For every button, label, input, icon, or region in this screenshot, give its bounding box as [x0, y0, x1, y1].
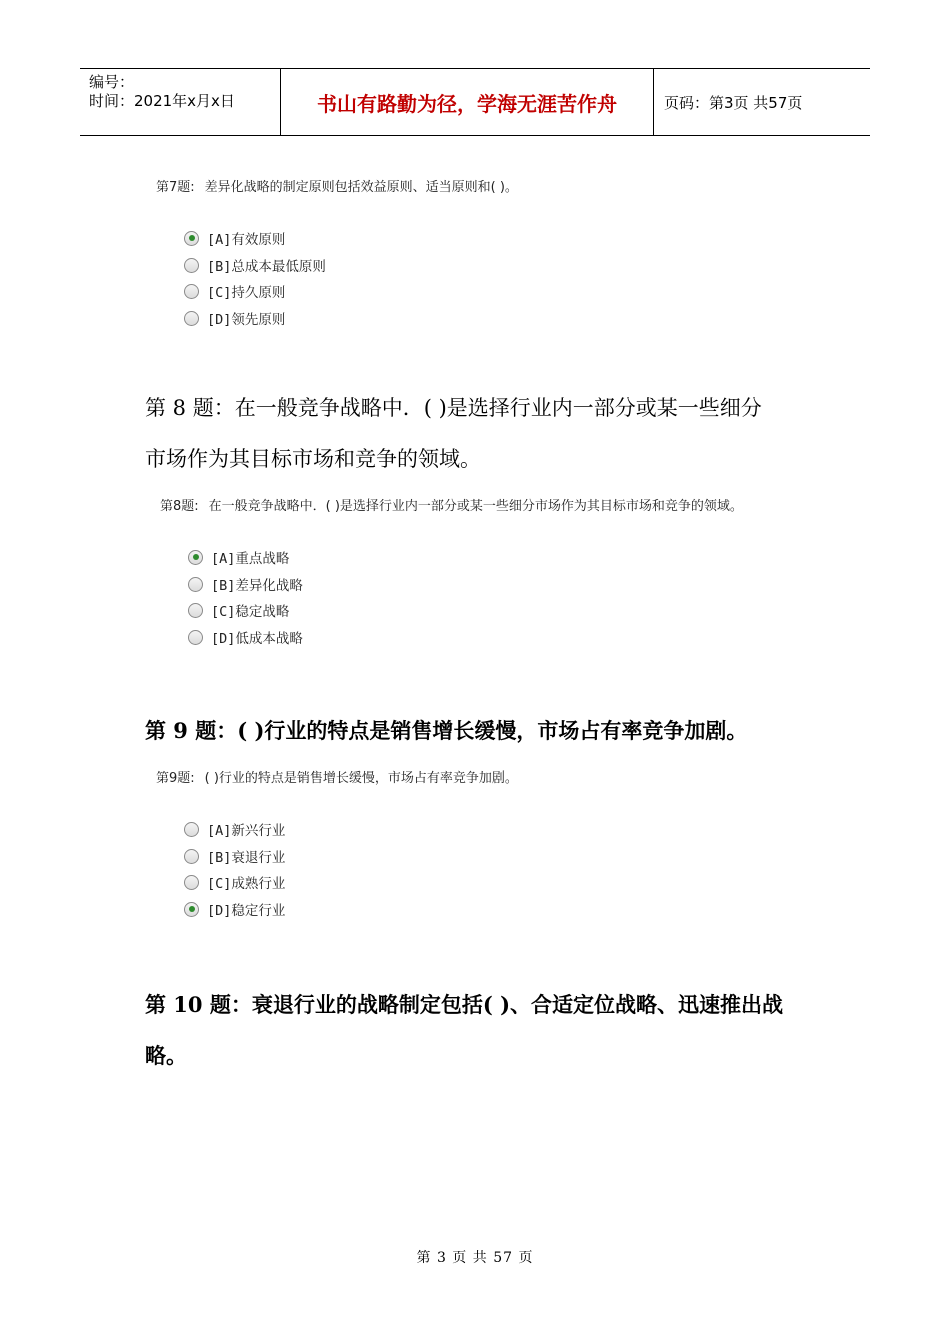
option-label: [C]稳定战略 [211, 604, 290, 620]
radio-icon[interactable] [184, 875, 199, 890]
header-page-info: 页码：第3页 共57页 [664, 93, 803, 112]
q7-screenshot [156, 176, 796, 336]
radio-checked-icon[interactable] [188, 550, 203, 565]
q9-option-d[interactable] [184, 899, 285, 919]
radio-icon[interactable] [184, 284, 199, 299]
q8-line-2: 市场作为其目标市场和竞争的领域。 [145, 447, 481, 471]
serial-label: 编号： [89, 73, 135, 91]
q8-option-b[interactable] [188, 574, 303, 594]
radio-icon[interactable] [184, 258, 199, 273]
q9-text: ( )行业的特点是销售增长缓慢，市场占有率竞争加剧。 [204, 771, 518, 786]
radio-icon[interactable] [188, 630, 203, 645]
header-left-cell [80, 69, 281, 135]
q10-line-1: 第 10 题：衰退行业的战略制定包括( )、合适定位战略、迅速推出战 [145, 992, 784, 1017]
q8-option-d[interactable] [188, 627, 303, 647]
q9-option-a[interactable] [184, 819, 285, 839]
q10-line-2: 略。 [145, 1043, 187, 1068]
option-label: [B]总成本最低原则 [207, 259, 326, 275]
q8-line-1: 第 8 题：在一般竞争战略中．( )是选择行业内一部分或某一些细分 [145, 396, 762, 420]
q9-option-c[interactable] [184, 872, 285, 892]
q9-question [156, 767, 518, 786]
radio-checked-icon[interactable] [184, 902, 199, 917]
radio-icon[interactable] [184, 822, 199, 837]
page-header [80, 68, 870, 136]
option-label: [C]成熟行业 [207, 876, 286, 892]
q7-text: 差异化战略的制定原则包括效益原则、适当原则和( )。 [204, 180, 518, 195]
radio-icon[interactable] [184, 849, 199, 864]
radio-icon[interactable] [188, 603, 203, 618]
option-label: [A]有效原则 [207, 232, 286, 248]
option-label: [B]衰退行业 [207, 850, 286, 866]
option-label: [B]差异化战略 [211, 578, 303, 594]
q7-option-c[interactable] [184, 281, 285, 301]
q8-option-c[interactable] [188, 600, 289, 620]
q7-question [156, 176, 518, 195]
radio-icon[interactable] [184, 311, 199, 326]
option-label: [A]重点战略 [211, 551, 290, 567]
q7-option-a[interactable] [184, 228, 285, 248]
q9-option-b[interactable] [184, 846, 285, 866]
option-label: [A]新兴行业 [207, 823, 286, 839]
option-label: [D]领先原则 [207, 312, 286, 328]
q9-line-1: 第 9 题：( )行业的特点是销售增长缓慢，市场占有率竞争加剧。 [145, 718, 748, 743]
q8-option-a[interactable] [188, 547, 289, 567]
q9-screenshot [156, 767, 796, 927]
q8-screenshot [160, 495, 830, 655]
page-footer: 第 3 页 共 57 页 [416, 1250, 534, 1266]
radio-icon[interactable] [188, 577, 203, 592]
q7-option-d[interactable] [184, 308, 285, 328]
option-label: [D]低成本战略 [211, 631, 303, 647]
q8-number: 第8题: [160, 499, 199, 514]
q8-question [160, 495, 743, 514]
date-line: 时间：2021年x月x日 [89, 92, 235, 110]
radio-checked-icon[interactable] [184, 231, 199, 246]
header-motto: 书山有路勤为径，学海无涯苦作舟 [281, 69, 654, 135]
q9-number: 第9题: [156, 771, 195, 786]
q8-text: 在一般竞争战略中．( )是选择行业内一部分或某一些细分市场作为其目标市场和竞争的领域。 [208, 499, 743, 514]
q7-number: 第7题: [156, 180, 195, 195]
q7-option-b[interactable] [184, 255, 326, 275]
option-label: [D]稳定行业 [207, 903, 286, 919]
option-label: [C]持久原则 [207, 285, 286, 301]
